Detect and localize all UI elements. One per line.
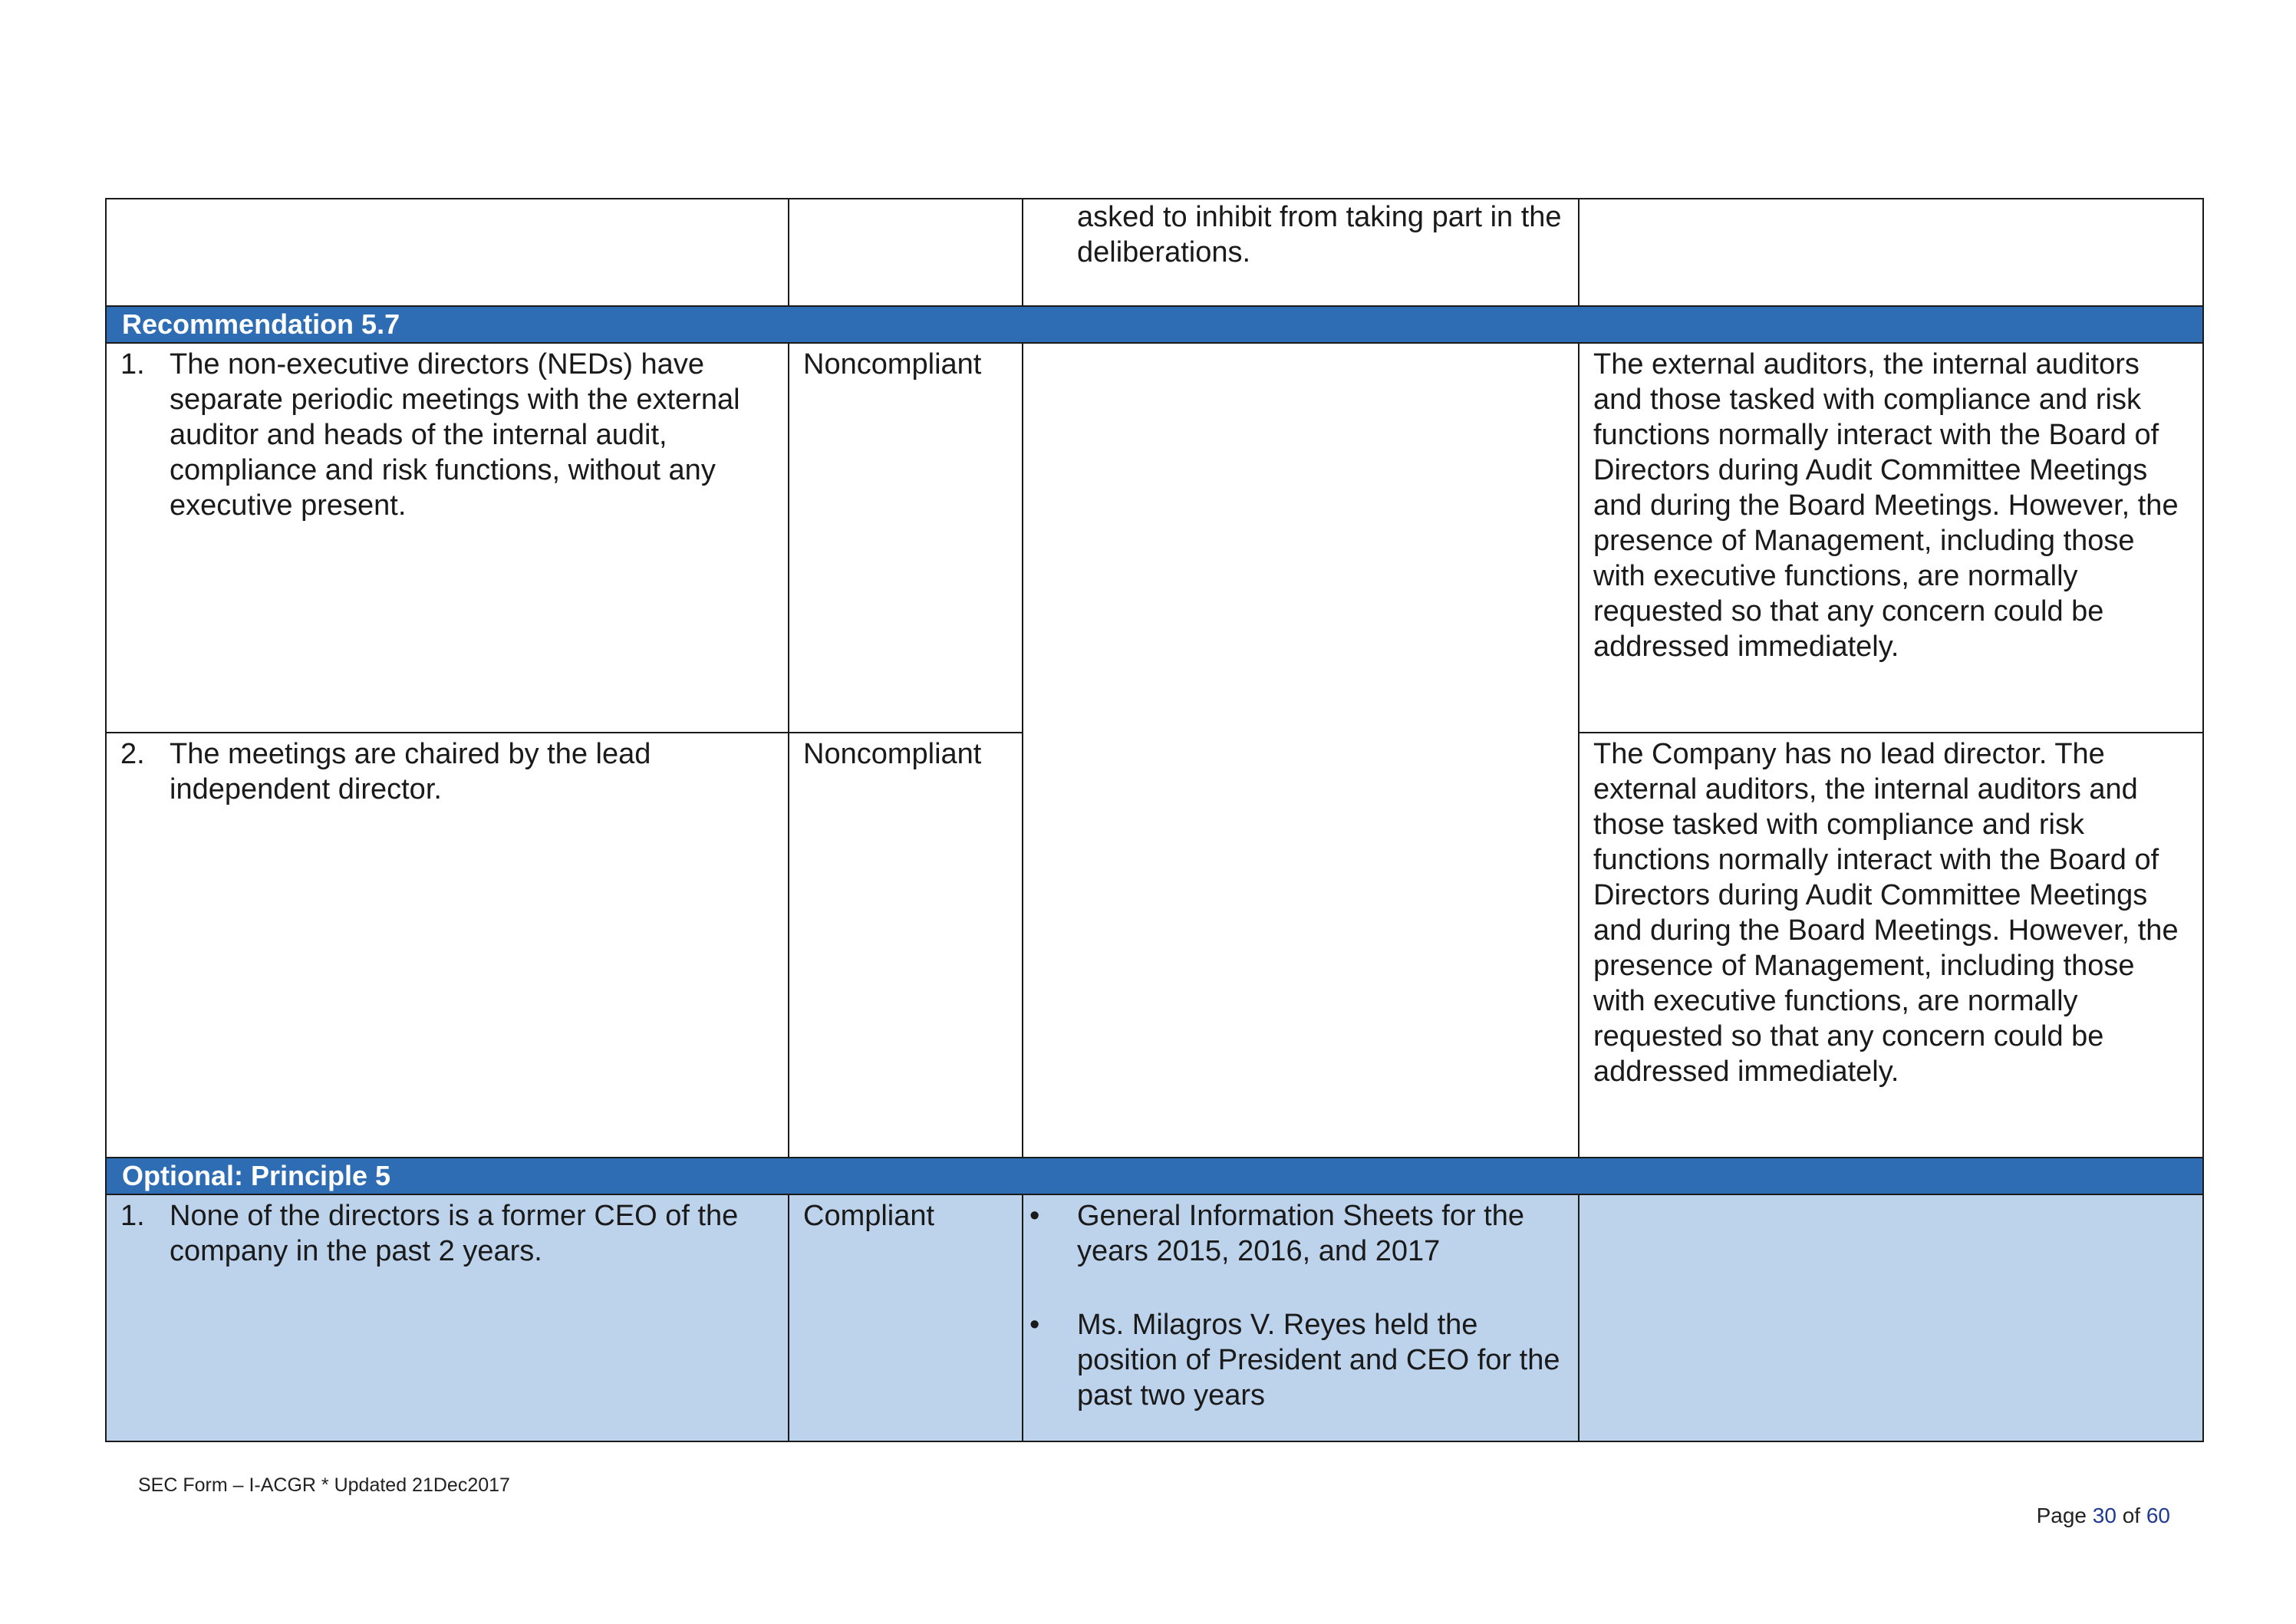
section-header-row xyxy=(106,306,2203,343)
recommendation-cell xyxy=(106,343,789,733)
page-word: Page xyxy=(2036,1504,2087,1527)
status-cell xyxy=(789,199,1023,306)
bullet-icon: • xyxy=(1029,1309,1040,1341)
details-text: asked to inhibit from taking part in the deliberations. xyxy=(1077,201,1562,268)
table-row xyxy=(106,343,2203,733)
item-number: 1. xyxy=(120,348,145,380)
item-text: None of the directors is a former CEO of the company in the past 2 years. xyxy=(170,1200,739,1267)
table-row xyxy=(106,1194,2203,1441)
item-number: 2. xyxy=(120,738,145,770)
recommendation-cell xyxy=(106,199,789,306)
explanation-cell xyxy=(1579,733,2203,1158)
page-number xyxy=(2037,1504,2170,1528)
status-cell xyxy=(789,343,1023,733)
status-cell xyxy=(789,1194,1023,1441)
bullet-item xyxy=(1023,1304,1564,1413)
item-text: The non-executive directors (NEDs) have separate periodic meetings with the external auditor and heads of the internal audit, compliance and risk functions, without any executive present. xyxy=(170,348,740,522)
details-cell xyxy=(1023,1194,1579,1441)
bullet-item xyxy=(1023,1195,1564,1269)
footer-form-label: SEC Form – I-ACGR * Updated 21Dec2017 xyxy=(138,1474,510,1496)
bullet-icon: • xyxy=(1029,1200,1040,1232)
explanation-text: The external auditors, the internal auditors and those tasked with compliance and risk functions normally interact with the Board of Directors during Audit Committee Meetings and during the Board Meetings. However, the presence of Management, including those with executive functions, are normally requested so that any concern could be addressed immediately. xyxy=(1593,348,2179,663)
table-row xyxy=(106,199,2203,306)
explanation-cell xyxy=(1579,199,2203,306)
item-number: 1. xyxy=(120,1200,145,1232)
page-total: 60 xyxy=(2146,1504,2170,1527)
explanation-text: The Company has no lead director. The external auditors, the internal auditors and those tasked with compliance and risk functions normally interact with the Board of Directors during Audit Committee Meetings and during the Board Meetings. However, the presence of Management, including those with executive functions, are normally requested so that any concern could be addressed immediately. xyxy=(1593,738,2179,1088)
section-header-optional-principle-5: Optional: Principle 5 xyxy=(106,1158,2203,1194)
status-text: Noncompliant xyxy=(803,348,982,380)
explanation-cell xyxy=(1579,343,2203,733)
details-cell xyxy=(1023,343,1579,1158)
recommendation-cell xyxy=(106,1194,789,1441)
status-cell xyxy=(789,733,1023,1158)
bullet-text: Ms. Milagros V. Reyes held the position of President and CEO for the past two years xyxy=(1077,1309,1560,1412)
compliance-table xyxy=(105,198,2204,1442)
explanation-cell xyxy=(1579,1194,2203,1441)
item-text: The meetings are chaired by the lead independent director. xyxy=(170,738,651,805)
of-word: of xyxy=(2122,1504,2141,1527)
status-text: Noncompliant xyxy=(803,738,982,770)
bullet-text: General Information Sheets for the years 2015, 2016, and 2017 xyxy=(1077,1200,1524,1267)
section-header-row xyxy=(106,1158,2203,1194)
page-current: 30 xyxy=(2092,1504,2116,1527)
status-text: Compliant xyxy=(803,1200,935,1232)
section-header-recommendation-5-7: Recommendation 5.7 xyxy=(106,306,2203,343)
details-cell xyxy=(1023,199,1579,306)
recommendation-cell xyxy=(106,733,789,1158)
